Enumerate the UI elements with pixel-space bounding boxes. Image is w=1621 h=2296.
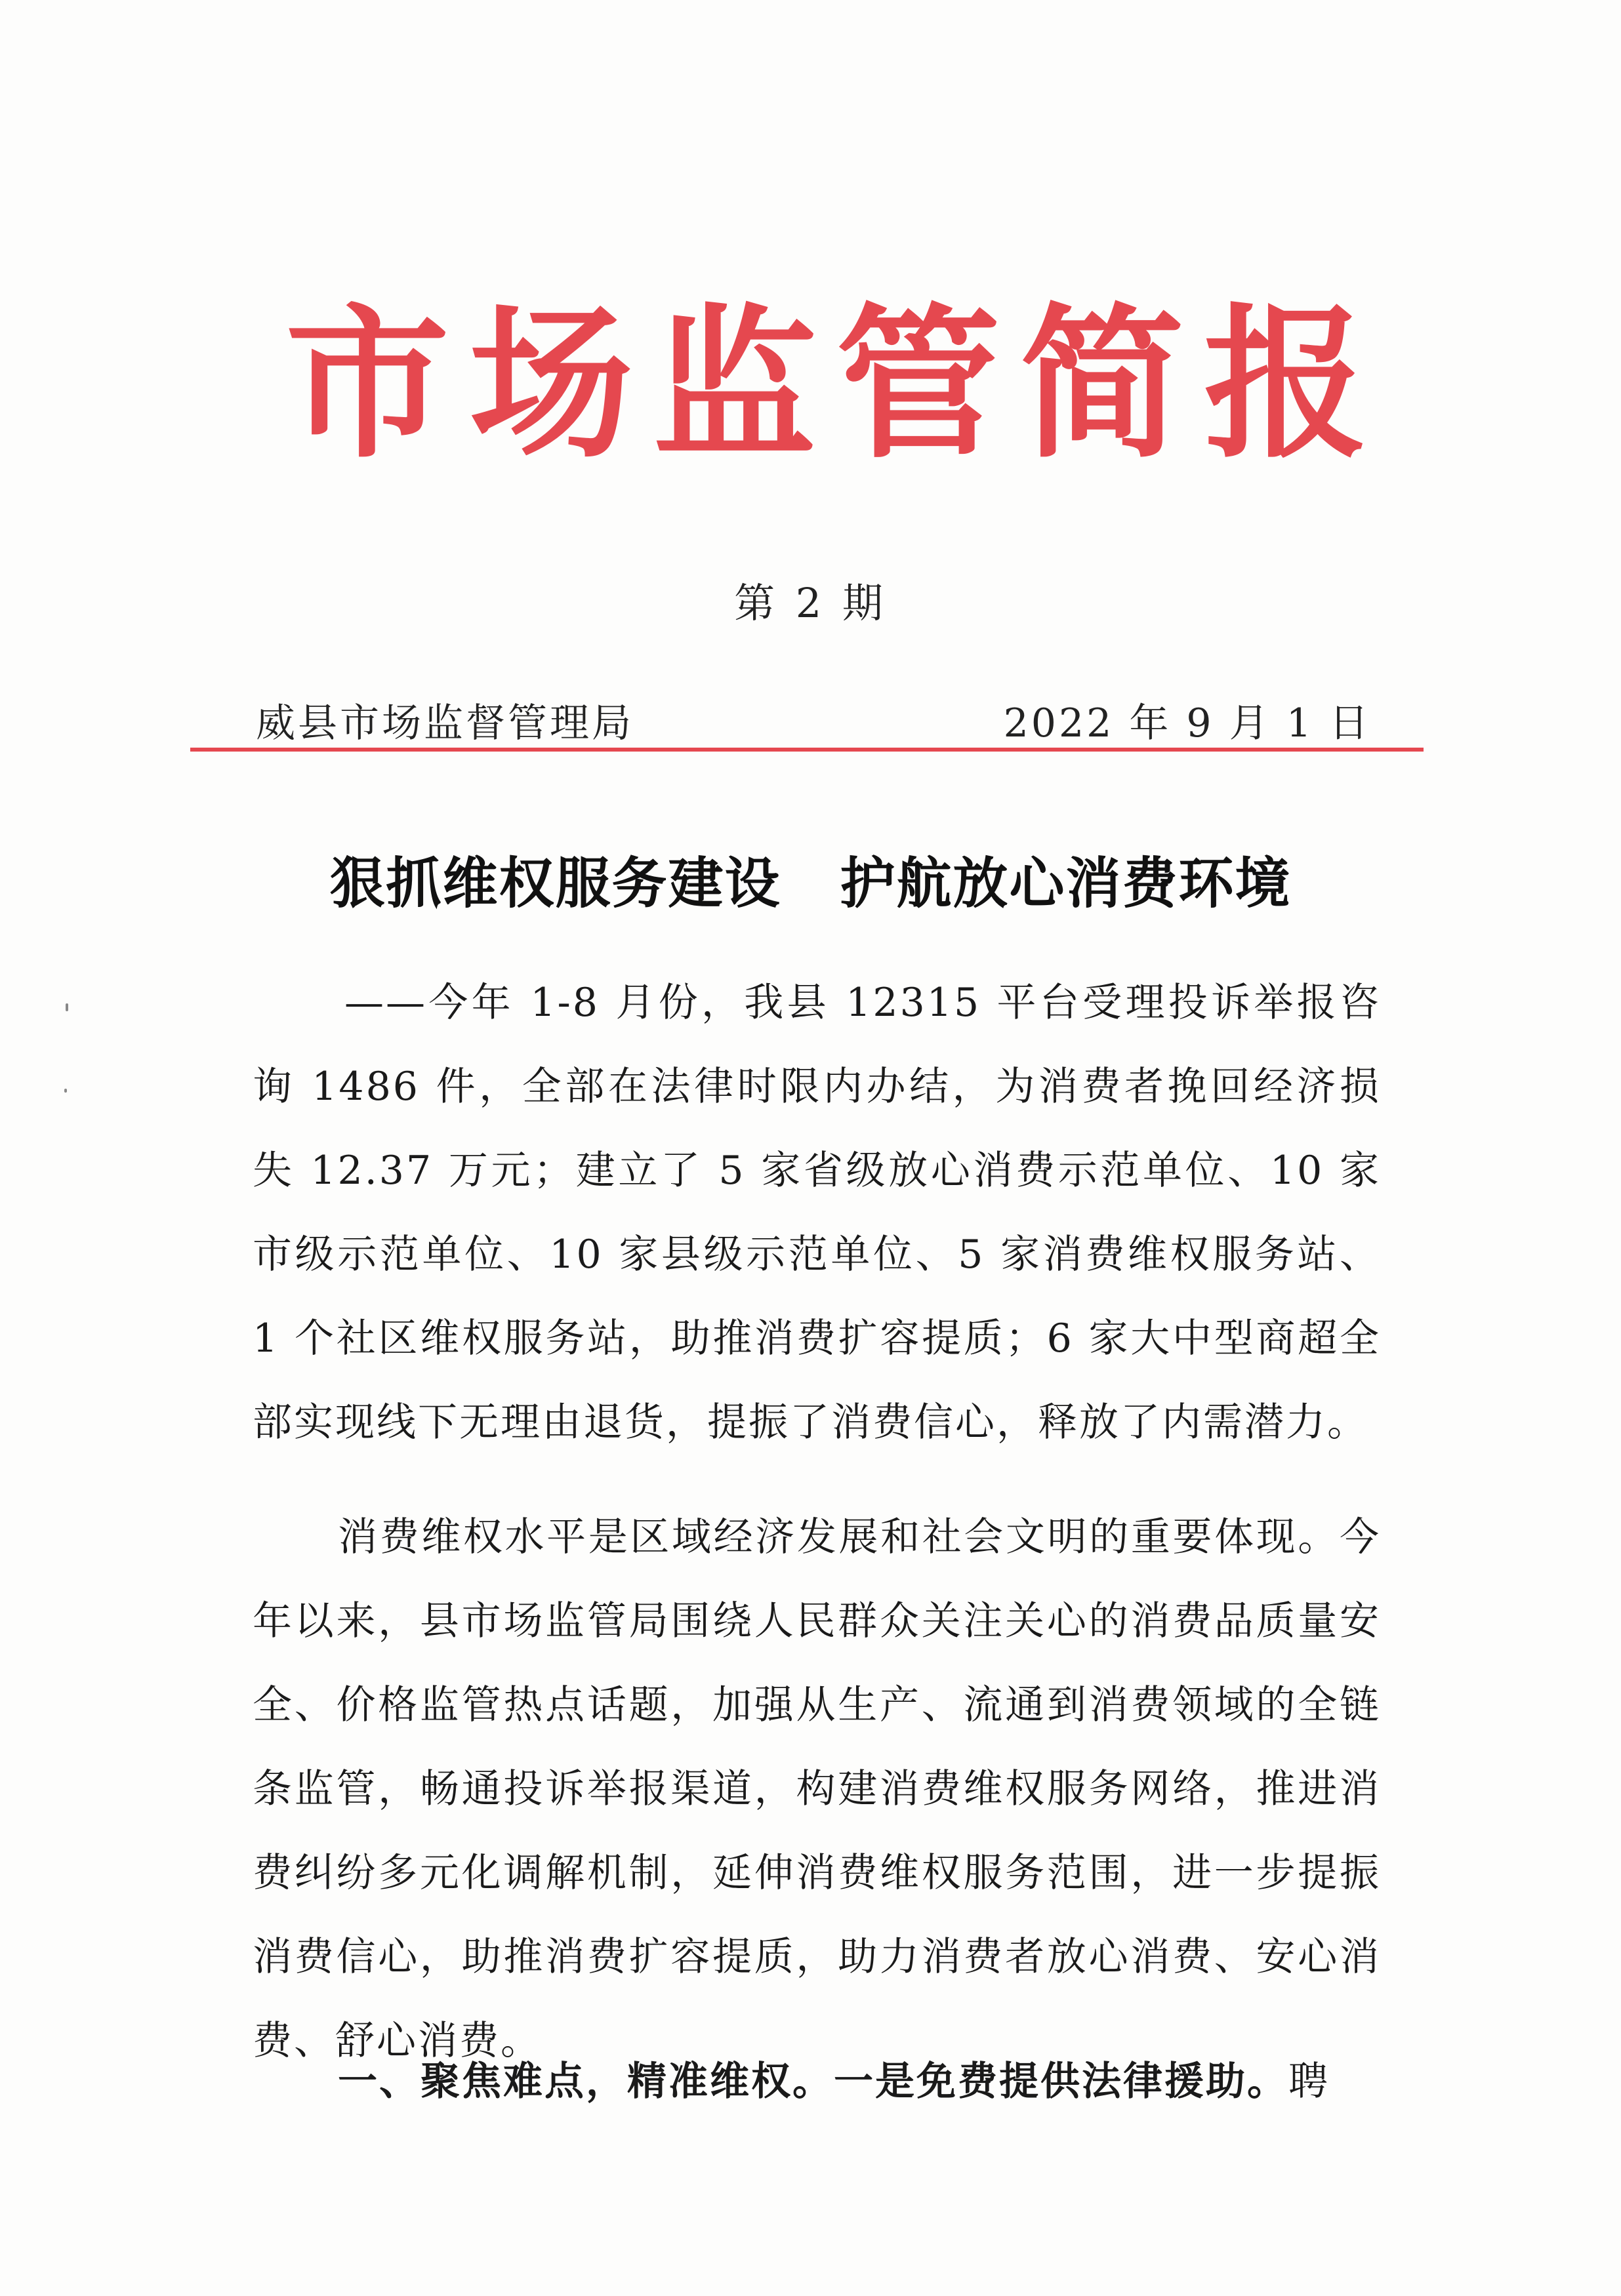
body-paragraph: 消费维权水平是区域经济发展和社会文明的重要体现。今年以来，县市场监管局围绕人民群众关注关心的消费品质量安全、价格监管热点话题，加强从生产、流通到消费领域的全链条监管，畅通投诉举报渠道，构建消费维权服务网络，推进消费纠纷多元化调解机制，延伸消费维权服务范围，进一步提振消费信心，助推消费扩容提质，助力消费者放心消费、安心消费、舒心消费。: [253, 1514, 1381, 2064]
masthead-title: 市场监管简报: [285, 287, 1387, 480]
scan-speck: [66, 1003, 68, 1011]
issuer-row: [256, 692, 1371, 744]
section-heading: 一、聚焦难点，精准维权。一是免费提供法律援助。: [338, 2059, 1288, 2105]
summary-paragraph: ——今年 1-8 月份，我县 12315 平台受理投诉举报咨询 1486 件，全部在法律时限内办结，为消费者挽回经济损失 12.37 万元；建立了 5 家省级放心消费示范单位、10 家市级示范单位、10 家县级示范单位、5 家消费维权服务站、1 个社区维权服务站，助推消费扩容提质；6 家大中型商超全部实现线下无理由退货，提振了消费信心，释放了内需潜力。: [253, 980, 1381, 1445]
headline-part-2: 护航放心消费环境: [840, 851, 1292, 916]
scan-speck: [64, 1089, 67, 1093]
issuing-agency: 威县市场监督管理局: [256, 700, 634, 746]
section-heading-paragraph: [253, 2040, 1381, 2124]
article-headline: [0, 839, 1621, 919]
red-divider-line: [190, 748, 1424, 752]
headline-part-1: 狠抓维权服务建设: [329, 851, 781, 916]
issue-number: 第 2 期: [734, 579, 887, 627]
section-text: 聘: [1288, 2059, 1330, 2105]
issue-date: 2022 年 9 月 1 日: [1003, 700, 1371, 746]
